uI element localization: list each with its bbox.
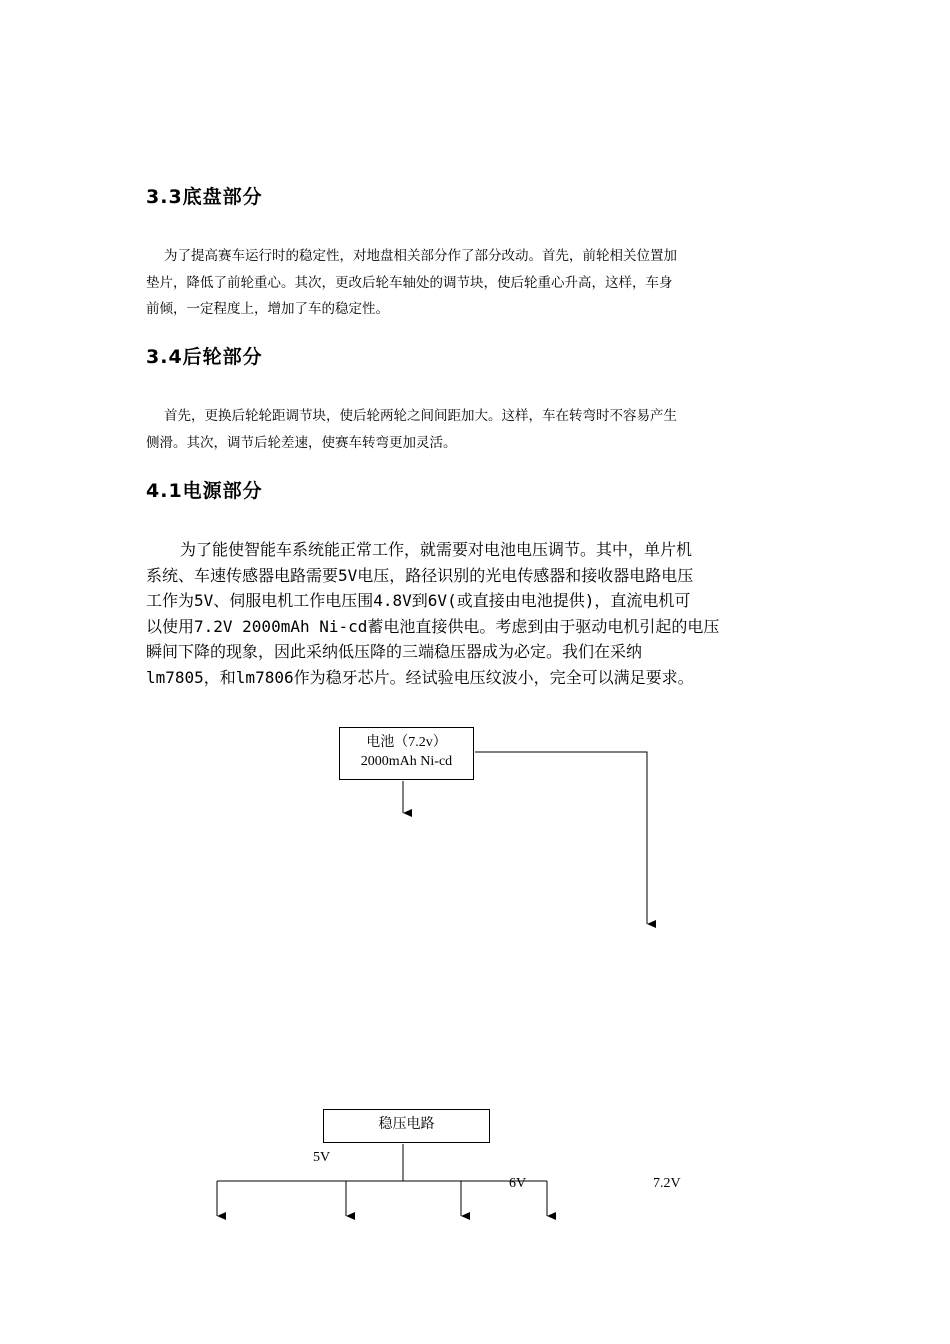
paragraph-line: 侧滑。其次，调节后轮差速，使赛车转弯更加灵活。 <box>146 434 457 451</box>
heading-4-1: 4.1电源部分 <box>146 480 263 502</box>
paragraph-line: 前倾，一定程度上，增加了车的稳定性。 <box>146 301 389 317</box>
label-6v: 6V <box>509 1176 527 1191</box>
heading-3-3: 3.3底盘部分 <box>146 186 263 208</box>
battery-label-line1: 电池（7.2v） <box>366 735 447 750</box>
regulator-box <box>323 1109 490 1143</box>
paragraph-line: 为了提高赛车运行时的稳定性，对地盘相关部分作了部分改动。首先，前轮相关位置加 <box>164 248 677 264</box>
regulator-label: 稳压电路 <box>378 1117 435 1132</box>
label-5v: 5V <box>313 1150 331 1165</box>
heading-3-4: 3.4后轮部分 <box>146 346 263 368</box>
paragraph-line: 工作为5V、伺服电机工作电压围4.8V到6V(或直接由电池提供)，直流电机可 <box>146 591 691 610</box>
paragraph-line: 首先，更换后轮轮距调节块，使后轮两轮之间间距加大。这样，车在转弯时不容易产生 <box>164 408 677 424</box>
paragraph-line: 为了能使智能车系统能正常工作，就需要对电池电压调节。其中，单片机 <box>180 540 693 559</box>
paragraph-line: 以使用7.2V 2000mAh Ni-cd蓄电池直接供电。考虑到由于驱动电机引起的电压 <box>146 616 720 636</box>
paragraph-line: 垫片，降低了前轮重心。其次，更改后轮车轴处的调节块，使后轮重心升高，这样，车身 <box>146 274 673 291</box>
paragraph-line: 瞬间下降的现象，因此采纳低压降的三端稳压器成为必定。我们在采纳 <box>146 642 643 661</box>
label-7-2v: 7.2V <box>653 1176 681 1191</box>
battery-box <box>339 727 474 780</box>
paragraph-line: 系统、车速传感器电路需要5V电压，路径识别的光电传感器和接收器电路电压 <box>146 565 694 585</box>
battery-right-connector <box>475 752 647 924</box>
battery-label-line2: 2000mAh Ni-cd <box>360 754 453 769</box>
paragraph-line: lm7805，和lm7806作为稳牙芯片。经试验电压纹波小，完全可以满足要求。 <box>146 667 694 687</box>
